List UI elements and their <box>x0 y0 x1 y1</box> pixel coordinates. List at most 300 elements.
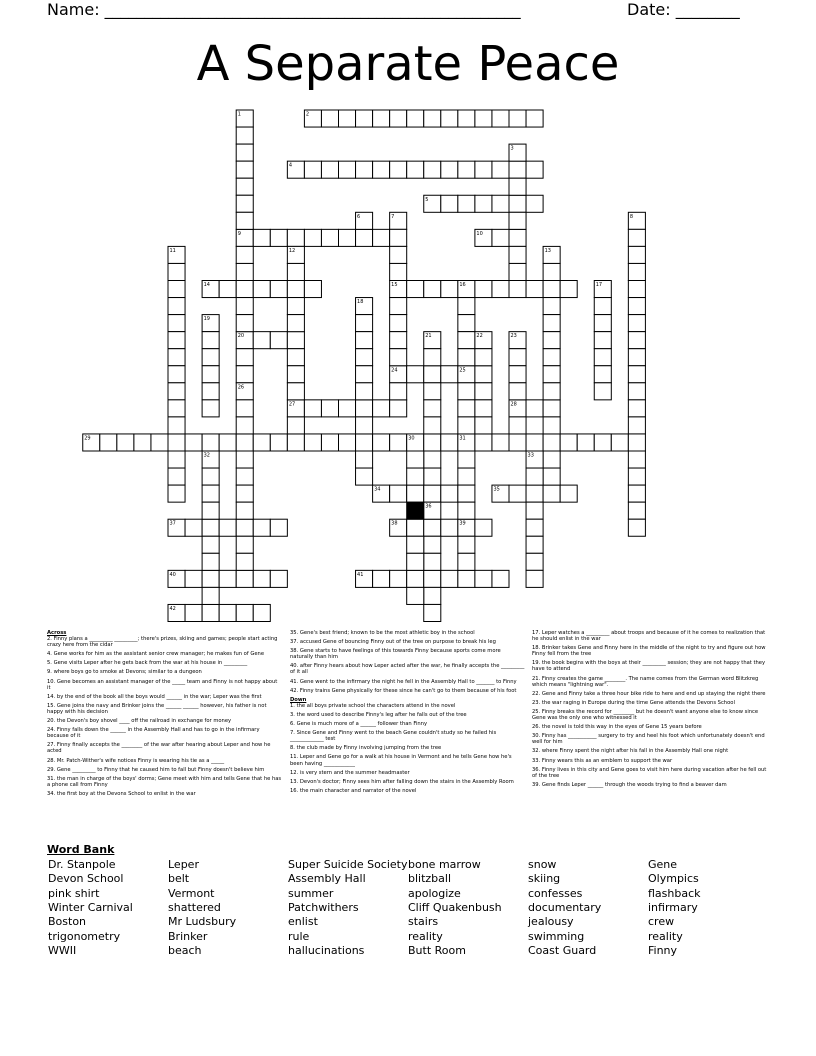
grid-cell[interactable] <box>543 298 560 315</box>
grid-cell[interactable] <box>458 110 475 127</box>
grid-cell[interactable] <box>339 110 356 127</box>
grid-cell[interactable] <box>390 570 407 587</box>
grid-cell[interactable] <box>253 281 270 298</box>
grid-cell[interactable] <box>458 536 475 553</box>
grid-cell[interactable] <box>287 434 304 451</box>
grid-cell[interactable] <box>168 281 185 298</box>
grid-cell[interactable] <box>236 553 253 570</box>
grid-cell[interactable] <box>321 434 338 451</box>
name-field[interactable]: Name: ____________________________________________________ <box>47 0 521 19</box>
grid-cell[interactable] <box>424 366 441 383</box>
grid-cell[interactable] <box>168 315 185 332</box>
grid-cell[interactable] <box>424 468 441 485</box>
grid-cell[interactable] <box>458 553 475 570</box>
grid-cell[interactable] <box>168 417 185 434</box>
grid-cell[interactable] <box>304 229 321 246</box>
grid-cell[interactable] <box>236 468 253 485</box>
grid-cell[interactable] <box>356 366 373 383</box>
grid-cell[interactable] <box>168 366 185 383</box>
grid-cell[interactable] <box>526 434 543 451</box>
grid-cell[interactable] <box>441 485 458 502</box>
grid-cell[interactable] <box>628 400 645 417</box>
grid-cell[interactable] <box>202 332 219 349</box>
grid-cell[interactable] <box>185 519 202 536</box>
grid-cell[interactable] <box>185 604 202 621</box>
grid-cell[interactable] <box>390 383 407 400</box>
grid-cell[interactable] <box>509 246 526 263</box>
grid-cell[interactable] <box>287 263 304 280</box>
grid-cell[interactable] <box>509 434 526 451</box>
clue: 39. Gene finds Leper ______ through the woods trying to find a beaver dam <box>532 781 727 788</box>
grid-cell[interactable] <box>168 349 185 366</box>
grid-cell[interactable] <box>236 366 253 383</box>
grid-cell[interactable] <box>407 451 424 468</box>
grid-cell[interactable] <box>509 366 526 383</box>
grid-cell[interactable] <box>526 195 543 212</box>
grid-cell[interactable] <box>628 229 645 246</box>
grid-cell[interactable] <box>628 281 645 298</box>
grid-cell[interactable] <box>287 383 304 400</box>
clue-number: 32 <box>203 452 210 459</box>
grid-cell[interactable] <box>628 366 645 383</box>
grid-cell[interactable] <box>390 229 407 246</box>
grid-cell[interactable] <box>594 298 611 315</box>
grid-cell[interactable] <box>424 519 441 536</box>
clue: 15. Gene joins the navy and Brinker joins the ______ ______ however, his father is not happy with his decision <box>47 702 267 715</box>
word-bank-item: Vermont <box>168 886 215 900</box>
grid-cell[interactable] <box>339 161 356 178</box>
grid-cell[interactable] <box>236 434 253 451</box>
grid-cell[interactable] <box>424 434 441 451</box>
grid-cell[interactable] <box>202 553 219 570</box>
grid-cell[interactable] <box>390 400 407 417</box>
grid-cell[interactable] <box>236 281 253 298</box>
grid-cell[interactable] <box>526 468 543 485</box>
grid-cell[interactable] <box>475 161 492 178</box>
grid-cell[interactable] <box>458 570 475 587</box>
grid-cell[interactable] <box>424 604 441 621</box>
grid-cell[interactable] <box>441 434 458 451</box>
date-field[interactable]: Date: ________ <box>627 0 740 19</box>
grid-cell[interactable] <box>356 417 373 434</box>
grid-cell[interactable] <box>236 161 253 178</box>
grid-cell[interactable] <box>270 229 287 246</box>
grid-cell[interactable] <box>560 434 577 451</box>
grid-cell[interactable] <box>526 485 543 502</box>
grid-cell[interactable] <box>236 178 253 195</box>
grid-cell[interactable] <box>236 298 253 315</box>
clue-number: 34 <box>374 486 381 493</box>
grid-cell[interactable] <box>628 383 645 400</box>
grid-cell[interactable] <box>390 263 407 280</box>
grid-cell[interactable] <box>236 127 253 144</box>
grid-cell[interactable] <box>339 229 356 246</box>
grid-cell[interactable] <box>356 468 373 485</box>
grid-cell[interactable] <box>509 383 526 400</box>
grid-cell[interactable] <box>475 281 492 298</box>
grid-cell[interactable] <box>236 212 253 229</box>
grid-cell[interactable] <box>628 263 645 280</box>
grid-cell[interactable] <box>424 110 441 127</box>
grid-cell[interactable] <box>458 383 475 400</box>
grid-cell[interactable] <box>236 263 253 280</box>
grid-cell[interactable] <box>543 468 560 485</box>
grid-cell[interactable] <box>219 604 236 621</box>
grid-cell[interactable] <box>441 519 458 536</box>
grid-cell[interactable] <box>253 519 270 536</box>
grid-cell[interactable] <box>356 229 373 246</box>
grid-cell[interactable] <box>287 281 304 298</box>
grid-cell[interactable] <box>628 332 645 349</box>
grid-cell[interactable] <box>560 281 577 298</box>
grid-cell[interactable] <box>407 366 424 383</box>
grid-cell[interactable] <box>373 400 390 417</box>
grid-cell[interactable] <box>168 383 185 400</box>
grid-cell[interactable] <box>509 281 526 298</box>
clue: 25. Finny breaks the record for ________ but he doesn't want anyone else to know since Gene was the only one who witnessed it <box>532 708 759 722</box>
grid-cell[interactable] <box>475 400 492 417</box>
grid-cell[interactable] <box>185 570 202 587</box>
grid-cell[interactable] <box>458 349 475 366</box>
grid-cell[interactable] <box>543 417 560 434</box>
grid-cell[interactable] <box>509 161 526 178</box>
grid-cell[interactable] <box>441 110 458 127</box>
grid-cell[interactable] <box>304 281 321 298</box>
grid-cell[interactable] <box>287 349 304 366</box>
grid-cell[interactable] <box>151 434 168 451</box>
grid-cell[interactable] <box>526 281 543 298</box>
grid-cell[interactable] <box>628 298 645 315</box>
grid-cell[interactable] <box>202 434 219 451</box>
grid-cell[interactable] <box>492 110 509 127</box>
grid-cell[interactable] <box>236 570 253 587</box>
grid-cell[interactable] <box>441 570 458 587</box>
grid-cell[interactable] <box>356 110 373 127</box>
grid-cell[interactable] <box>424 383 441 400</box>
grid-cell[interactable] <box>628 502 645 519</box>
grid-cell[interactable] <box>202 604 219 621</box>
grid-cell[interactable] <box>287 298 304 315</box>
grid-cell[interactable] <box>458 468 475 485</box>
grid-cell[interactable] <box>356 315 373 332</box>
grid-cell[interactable] <box>424 451 441 468</box>
grid-cell[interactable] <box>373 570 390 587</box>
grid-cell[interactable] <box>526 502 543 519</box>
grid-cell[interactable] <box>356 349 373 366</box>
grid-cell[interactable] <box>407 485 424 502</box>
grid-cell[interactable] <box>168 468 185 485</box>
grid-cell[interactable] <box>373 229 390 246</box>
grid-cell[interactable] <box>458 417 475 434</box>
grid-cell[interactable] <box>270 519 287 536</box>
grid-cell[interactable] <box>304 161 321 178</box>
grid-cell[interactable] <box>236 604 253 621</box>
grid-cell[interactable] <box>475 195 492 212</box>
grid-cell[interactable] <box>321 161 338 178</box>
grid-cell[interactable] <box>253 332 270 349</box>
grid-cell[interactable] <box>509 263 526 280</box>
grid-cell[interactable] <box>424 570 441 587</box>
grid-cell[interactable] <box>458 161 475 178</box>
clue-number: 21 <box>425 333 432 340</box>
grid-cell[interactable] <box>407 161 424 178</box>
grid-cell[interactable] <box>407 468 424 485</box>
clue: 18. Brinker takes Gene and Finny here in the middle of the night to try and figure out how Finny fell from the tree <box>532 645 766 658</box>
grid-cell[interactable] <box>628 519 645 536</box>
grid-cell[interactable] <box>168 263 185 280</box>
word-bank-item: bone marrow <box>408 858 481 871</box>
grid-cell[interactable] <box>424 553 441 570</box>
grid-cell[interactable] <box>509 349 526 366</box>
grid-cell[interactable] <box>253 434 270 451</box>
grid-cell[interactable] <box>373 161 390 178</box>
grid-cell[interactable] <box>526 400 543 417</box>
grid-cell[interactable] <box>475 417 492 434</box>
grid-cell[interactable] <box>236 349 253 366</box>
grid-cell[interactable] <box>628 468 645 485</box>
grid-cell[interactable] <box>475 519 492 536</box>
grid-cell[interactable] <box>356 383 373 400</box>
grid-cell[interactable] <box>543 383 560 400</box>
grid-cell[interactable] <box>219 519 236 536</box>
grid-cell[interactable] <box>509 110 526 127</box>
grid-cell[interactable] <box>543 366 560 383</box>
grid-cell[interactable] <box>287 332 304 349</box>
grid-cell[interactable] <box>339 400 356 417</box>
grid-cell[interactable] <box>424 536 441 553</box>
grid-cell[interactable] <box>628 417 645 434</box>
grid-cell[interactable] <box>424 400 441 417</box>
grid-cell[interactable] <box>509 417 526 434</box>
grid-cell[interactable] <box>168 298 185 315</box>
grid-cell[interactable] <box>390 485 407 502</box>
grid-cell[interactable] <box>628 485 645 502</box>
grid-cell[interactable] <box>628 315 645 332</box>
grid-cell[interactable] <box>202 400 219 417</box>
grid-cell[interactable] <box>373 110 390 127</box>
grid-cell[interactable] <box>236 417 253 434</box>
grid-cell[interactable] <box>458 502 475 519</box>
grid-cell[interactable] <box>236 400 253 417</box>
grid-cell[interactable] <box>390 246 407 263</box>
grid-cell[interactable] <box>543 263 560 280</box>
word-bank-item: Finny <box>648 943 678 957</box>
grid-cell[interactable] <box>270 434 287 451</box>
grid-cell[interactable] <box>492 570 509 587</box>
grid-cell[interactable] <box>321 229 338 246</box>
grid-cell[interactable] <box>492 229 509 246</box>
grid-cell[interactable] <box>424 485 441 502</box>
grid-cell[interactable] <box>356 332 373 349</box>
grid-cell[interactable] <box>219 434 236 451</box>
grid-cell[interactable] <box>168 485 185 502</box>
grid-cell[interactable] <box>458 400 475 417</box>
grid-cell[interactable] <box>236 536 253 553</box>
grid-cell[interactable] <box>202 587 219 604</box>
grid-cell[interactable] <box>441 366 458 383</box>
grid-cell[interactable] <box>304 400 321 417</box>
grid-cell[interactable] <box>458 485 475 502</box>
grid-cell[interactable] <box>202 366 219 383</box>
grid-cell[interactable] <box>287 417 304 434</box>
grid-cell[interactable] <box>458 315 475 332</box>
grid-cell[interactable] <box>543 332 560 349</box>
grid-cell[interactable] <box>168 332 185 349</box>
grid-cell[interactable] <box>594 434 611 451</box>
grid-cell[interactable] <box>424 281 441 298</box>
grid-cell[interactable] <box>236 144 253 161</box>
grid-cell[interactable] <box>628 451 645 468</box>
grid-cell[interactable] <box>185 434 202 451</box>
grid-cell[interactable] <box>270 570 287 587</box>
grid-cell[interactable] <box>287 315 304 332</box>
grid-cell[interactable] <box>287 229 304 246</box>
grid-cell[interactable] <box>236 502 253 519</box>
grid-cell[interactable] <box>543 400 560 417</box>
grid-cell[interactable] <box>202 468 219 485</box>
grid-cell[interactable] <box>543 434 560 451</box>
grid-cell[interactable] <box>407 536 424 553</box>
grid-cell[interactable] <box>270 281 287 298</box>
grid-cell[interactable] <box>321 400 338 417</box>
grid-cell[interactable] <box>390 349 407 366</box>
grid-cell[interactable] <box>390 110 407 127</box>
grid-cell[interactable] <box>526 519 543 536</box>
grid-cell[interactable] <box>509 212 526 229</box>
grid-cell[interactable] <box>509 229 526 246</box>
grid-cell[interactable] <box>339 434 356 451</box>
grid-cell[interactable] <box>441 161 458 178</box>
grid-cell[interactable] <box>390 161 407 178</box>
grid-cell[interactable] <box>407 519 424 536</box>
grid-cell[interactable] <box>526 110 543 127</box>
grid-cell[interactable] <box>356 161 373 178</box>
grid-cell[interactable] <box>424 417 441 434</box>
grid-cell[interactable] <box>134 434 151 451</box>
grid-cell[interactable] <box>526 536 543 553</box>
grid-cell[interactable] <box>492 161 509 178</box>
grid-cell[interactable] <box>594 366 611 383</box>
grid-cell[interactable] <box>509 485 526 502</box>
grid-cell[interactable] <box>202 502 219 519</box>
grid-cell[interactable] <box>475 570 492 587</box>
grid-cell[interactable] <box>526 553 543 570</box>
grid-cell[interactable] <box>458 332 475 349</box>
grid-cell[interactable] <box>168 451 185 468</box>
grid-cell[interactable] <box>628 246 645 263</box>
grid-cell[interactable] <box>492 195 509 212</box>
grid-cell[interactable] <box>543 451 560 468</box>
grid-cell[interactable] <box>100 434 117 451</box>
grid-cell[interactable] <box>202 570 219 587</box>
grid-cell[interactable] <box>475 383 492 400</box>
grid-cell[interactable] <box>236 195 253 212</box>
grid-cell[interactable] <box>168 434 185 451</box>
grid-cell[interactable] <box>236 485 253 502</box>
grid-cell[interactable] <box>253 229 270 246</box>
grid-cell[interactable] <box>628 434 645 451</box>
clue-number: 22 <box>476 333 483 340</box>
grid-cell[interactable] <box>526 161 543 178</box>
grid-cell[interactable] <box>458 298 475 315</box>
grid-cell[interactable] <box>492 281 509 298</box>
grid-cell[interactable] <box>202 349 219 366</box>
grid-cell[interactable] <box>270 332 287 349</box>
grid-cell[interactable] <box>475 349 492 366</box>
grid-cell[interactable] <box>509 195 526 212</box>
grid-cell[interactable] <box>594 315 611 332</box>
grid-cell[interactable] <box>356 434 373 451</box>
grid-cell[interactable] <box>304 434 321 451</box>
grid-cell[interactable] <box>407 587 424 604</box>
grid-cell[interactable] <box>202 383 219 400</box>
grid-cell[interactable] <box>594 383 611 400</box>
grid-cell[interactable] <box>356 451 373 468</box>
grid-cell[interactable] <box>236 315 253 332</box>
grid-cell[interactable] <box>219 281 236 298</box>
grid-cell[interactable] <box>594 349 611 366</box>
grid-cell[interactable] <box>168 400 185 417</box>
grid-cell[interactable] <box>458 451 475 468</box>
grid-cell[interactable] <box>390 332 407 349</box>
grid-cell[interactable] <box>475 434 492 451</box>
grid-cell[interactable] <box>407 570 424 587</box>
grid-cell[interactable] <box>577 434 594 451</box>
grid-cell[interactable] <box>407 281 424 298</box>
grid-cell[interactable] <box>390 315 407 332</box>
grid-cell[interactable] <box>202 536 219 553</box>
word-bank-item: Cliff Quakenbush <box>408 900 502 914</box>
grid-cell[interactable] <box>356 400 373 417</box>
grid-cell[interactable] <box>492 434 509 451</box>
grid-cell[interactable] <box>611 434 628 451</box>
grid-cell[interactable] <box>287 366 304 383</box>
grid-cell[interactable] <box>407 553 424 570</box>
grid-cell[interactable] <box>407 110 424 127</box>
grid-cell[interactable] <box>236 246 253 263</box>
grid-cell[interactable] <box>458 195 475 212</box>
grid-cell[interactable] <box>560 485 577 502</box>
grid-cell[interactable] <box>390 434 407 451</box>
grid-cell[interactable] <box>628 349 645 366</box>
grid-cell[interactable] <box>219 570 236 587</box>
grid-cell[interactable] <box>424 587 441 604</box>
grid-cell[interactable] <box>475 366 492 383</box>
grid-cell[interactable] <box>424 349 441 366</box>
grid-cell[interactable] <box>475 110 492 127</box>
grid-cell[interactable] <box>543 281 560 298</box>
grid-cell[interactable] <box>526 570 543 587</box>
grid-cell[interactable] <box>390 298 407 315</box>
grid-cell[interactable] <box>441 195 458 212</box>
grid-cell[interactable] <box>253 570 270 587</box>
grid-cell[interactable] <box>509 178 526 195</box>
grid-cell[interactable] <box>202 519 219 536</box>
grid-cell[interactable] <box>236 519 253 536</box>
grid-cell[interactable] <box>424 161 441 178</box>
grid-cell[interactable] <box>202 485 219 502</box>
grid-cell[interactable] <box>236 451 253 468</box>
grid-cell[interactable] <box>253 604 270 621</box>
grid-cell[interactable] <box>543 485 560 502</box>
grid-cell[interactable] <box>543 349 560 366</box>
grid-cell[interactable] <box>321 110 338 127</box>
grid-cell[interactable] <box>594 332 611 349</box>
grid-cell[interactable] <box>441 281 458 298</box>
grid-cell[interactable] <box>543 315 560 332</box>
grid-cell[interactable] <box>117 434 134 451</box>
grid-cell[interactable] <box>373 434 390 451</box>
